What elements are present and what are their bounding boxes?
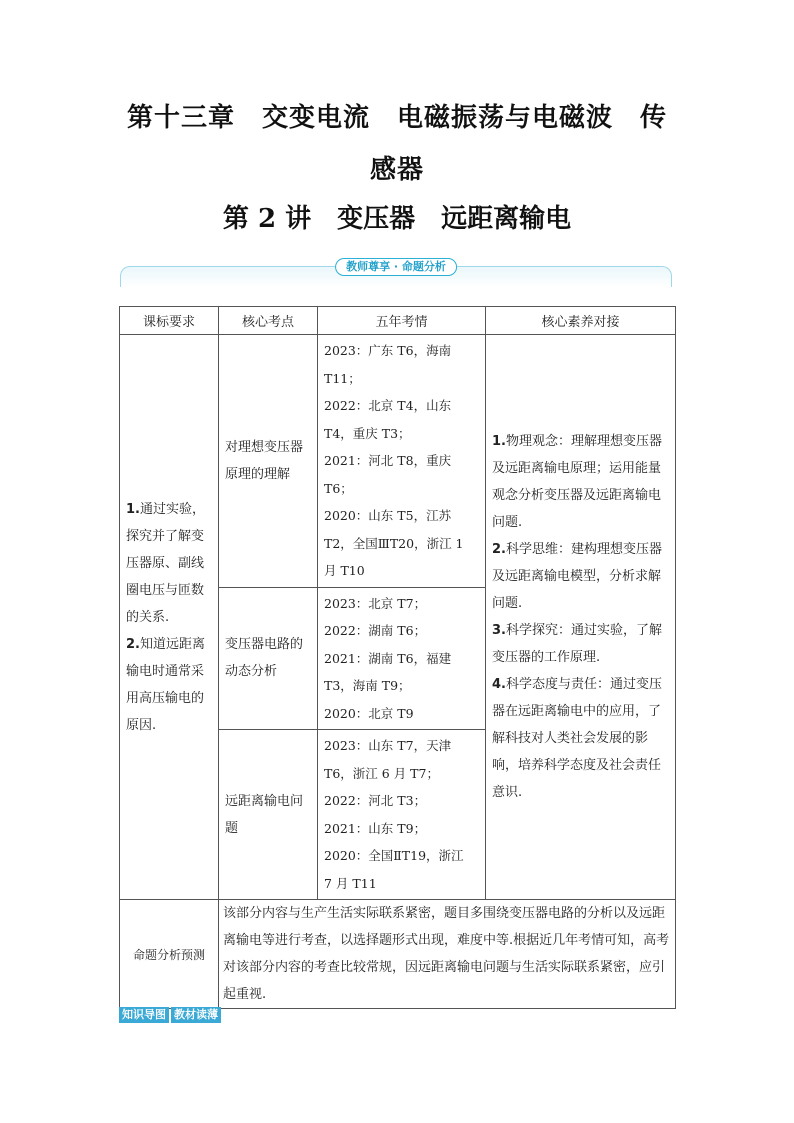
chapter-title [110,92,684,196]
banner-label: 教师尊享 · 命题分析 [335,258,457,276]
tag-textbook-reading: 教材读薄 [171,1007,221,1023]
header-requirements: 课标要求 [120,307,219,335]
table-row [120,335,676,588]
section-tags [119,1007,221,1023]
table-header-row [120,307,676,335]
literacy-cell [486,335,676,900]
analysis-table [119,306,676,1009]
prediction-text: 该部分内容与生产生活实际联系紧密，题目多围绕变压器电路的分析以及远距离输电等进行考查，以选择题形式出现，难度中等.根据近几年考情可知，高考对该部分内容的考查比较常规，因远距离输电问题与生活实际联系紧密，应引起重视. [219,900,676,1009]
exam-cell: 2023：广东 T6，海南 T11； 2022：北京 T4，山东 T4，重庆 T3； 2021：河北 T8，重庆 T6； 2020：山东 T5，江苏 T2，全国ⅢT20，浙江 1 月 T10 [318,335,486,588]
tag-knowledge-map: 知识导图 [119,1007,169,1023]
prediction-label: 命题分析预测 [120,900,219,1009]
lesson-title: 第 2 讲 变压器 远距离输电 [222,204,572,234]
topic-cell: 对理想变压器原理的理解 [219,335,318,588]
header-topics: 核心考点 [219,307,318,335]
literacy-item: 2.科学思维：建构理想变压器及远距离输电模型，分析求解问题. [492,542,662,611]
exam-cell: 2023：北京 T7； 2022：湖南 T6； 2021：湖南 T6，福建 T3，海南 T9； 2020：北京 T9 [318,587,486,730]
requirement-item: 2.知道远距离输电时通常采用高压输电的原因. [126,636,205,733]
literacy-item: 4.科学态度与责任：通过变压器在远距离输电中的应用，了解科技对人类社会发展的影响，培养科学态度及社会责任意识. [492,677,662,800]
topic-cell: 远距离输电问题 [219,730,318,900]
topic-cell: 变压器电路的动态分析 [219,587,318,730]
header-exams: 五年考情 [318,307,486,335]
header-literacy: 核心素养对接 [486,307,676,335]
literacy-item: 1.物理观念：理解理想变压器及远距离输电原理；运用能量观念分析变压器及远距离输电问题. [492,434,662,530]
requirement-item: 1.通过实验，探究并了解变压器原、副线圈电压与匝数的关系. [126,501,205,625]
teacher-banner [120,258,672,286]
literacy-item: 3.科学探究：通过实验，了解变压器的工作原理. [492,623,662,665]
exam-cell: 2023：山东 T7，天津 T6，浙江 6 月 T7； 2022：河北 T3； 2021：山东 T9； 2020：全国ⅡT19，浙江 7 月 T11 [318,730,486,900]
chapter-title-line1: 第十三章 交变电流 电磁振荡与电磁波 传 [126,103,667,133]
requirements-cell [120,335,219,900]
prediction-row [120,900,676,1009]
chapter-title-line2: 感器 [369,155,424,185]
